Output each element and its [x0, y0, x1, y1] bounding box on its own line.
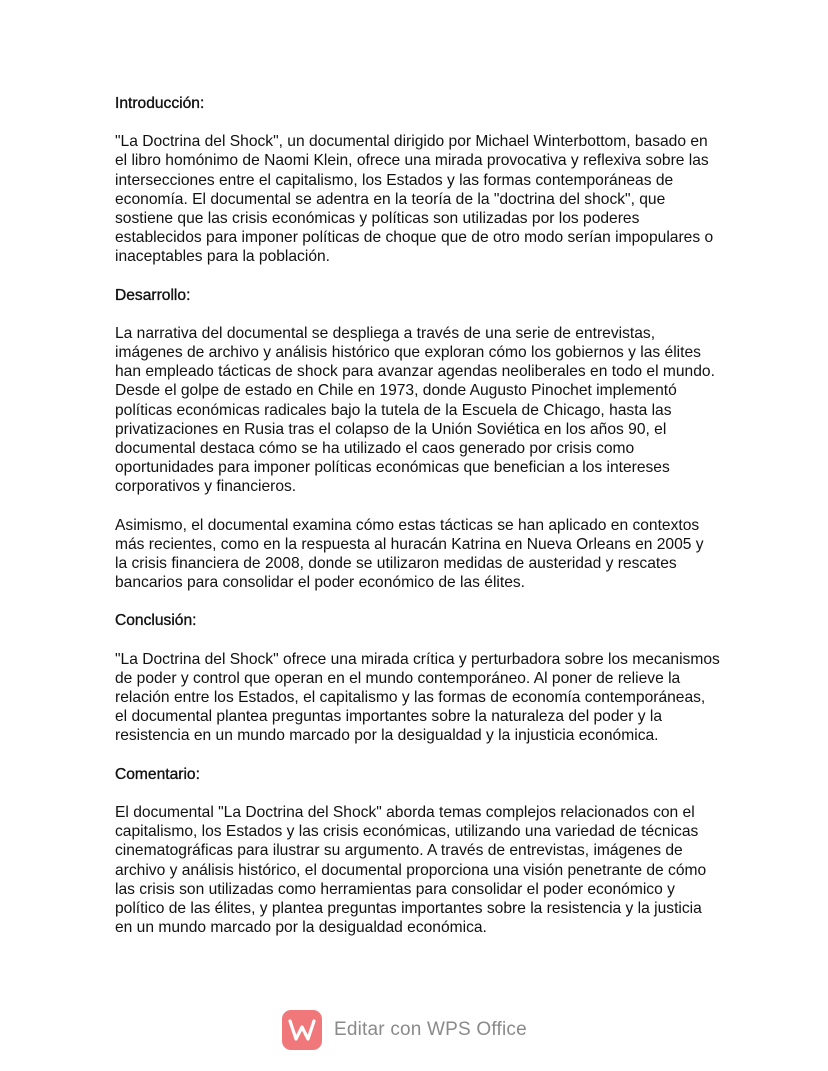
- paragraph-conclusion: "La Doctrina del Shock" ofrece una mirada crítica y perturbadora sobre los mecanismos de poder y control que operan en el mundo contemporáneo. Al poner de relieve la relación entre los Estados, el capitalismo y las formas de economía contemporáneas, el documental plantea preguntas importantes sobre la naturaleza del poder y la resistencia en un mundo marcado por la desigualdad y la injusticia económica.: [115, 650, 720, 745]
- wps-edit-link[interactable]: [282, 1010, 527, 1050]
- wps-w-glyph: [288, 1018, 316, 1042]
- section-heading-desarrollo: Desarrollo:: [115, 286, 191, 304]
- paragraph-desarrollo-2: Asimismo, el documental examina cómo estas tácticas se han aplicado en contextos más recientes, como en la respuesta al huracán Katrina en Nueva Orleans en 2005 y la crisis financiera de 2008, donde se utilizaron medidas de austeridad y rescates bancarios para consolidar el poder económico de las élites.: [115, 516, 704, 592]
- section-heading-comentario: Comentario:: [115, 765, 200, 783]
- section-heading-conclusion: Conclusión:: [115, 612, 197, 630]
- wps-logo-icon: [282, 1010, 322, 1050]
- paragraph-comentario: El documental "La Doctrina del Shock" aborda temas complejos relacionados con el capitalismo, los Estados y las crisis económicas, utilizando una variedad de técnicas cinematográficas para ilustrar su argumento. A través de entrevistas, imágenes de archivo y análisis histórico, el documental proporciona una visión penetrante de cómo las crisis son utilizadas como herramientas para consolidar el poder económico y político de las élites, y plantea preguntas importantes sobre la resistencia y la justicia en un mundo marcado por la desigualdad económica.: [115, 803, 707, 937]
- paragraph-introduccion: "La Doctrina del Shock", un documental dirigido por Michael Winterbottom, basado en el libro homónimo de Naomi Klein, ofrece una mirada provocativa y reflexiva sobre las intersecciones entre el capitalismo, los Estados y las formas contemporáneas de economía. El documental se adentra en la teoría de la "doctrina del shock", que sostiene que las crisis económicas y políticas son utilizadas por los poderes establecidos para imponer políticas de choque que de otro modo serían impopulares o inaceptables para la población.: [115, 133, 714, 266]
- paragraph-desarrollo-1: La narrativa del documental se despliega a través de una serie de entrevistas, imágenes de archivo y análisis histórico que exploran cómo los gobiernos y las élites han empleado tácticas de shock para avanzar agendas neoliberales en todo el mundo. Desde el golpe de estado en Chile en 1973, donde Augusto Pinochet implementó políticas económicas radicales bajo la tutela de la Escuela de Chicago, hasta las privatizaciones en Rusia tras el colapso de la Unión Soviética en los años 90, el documental destaca cómo se ha utilizado el caos generado por crisis como oportunidades para imponer políticas económicas que benefician a los intereses corporativos y financieros.: [115, 324, 715, 496]
- wps-edit-label: Editar con WPS Office: [334, 1019, 527, 1040]
- document-body: [115, 94, 720, 937]
- section-heading-introduccion: Introducción:: [115, 95, 205, 112]
